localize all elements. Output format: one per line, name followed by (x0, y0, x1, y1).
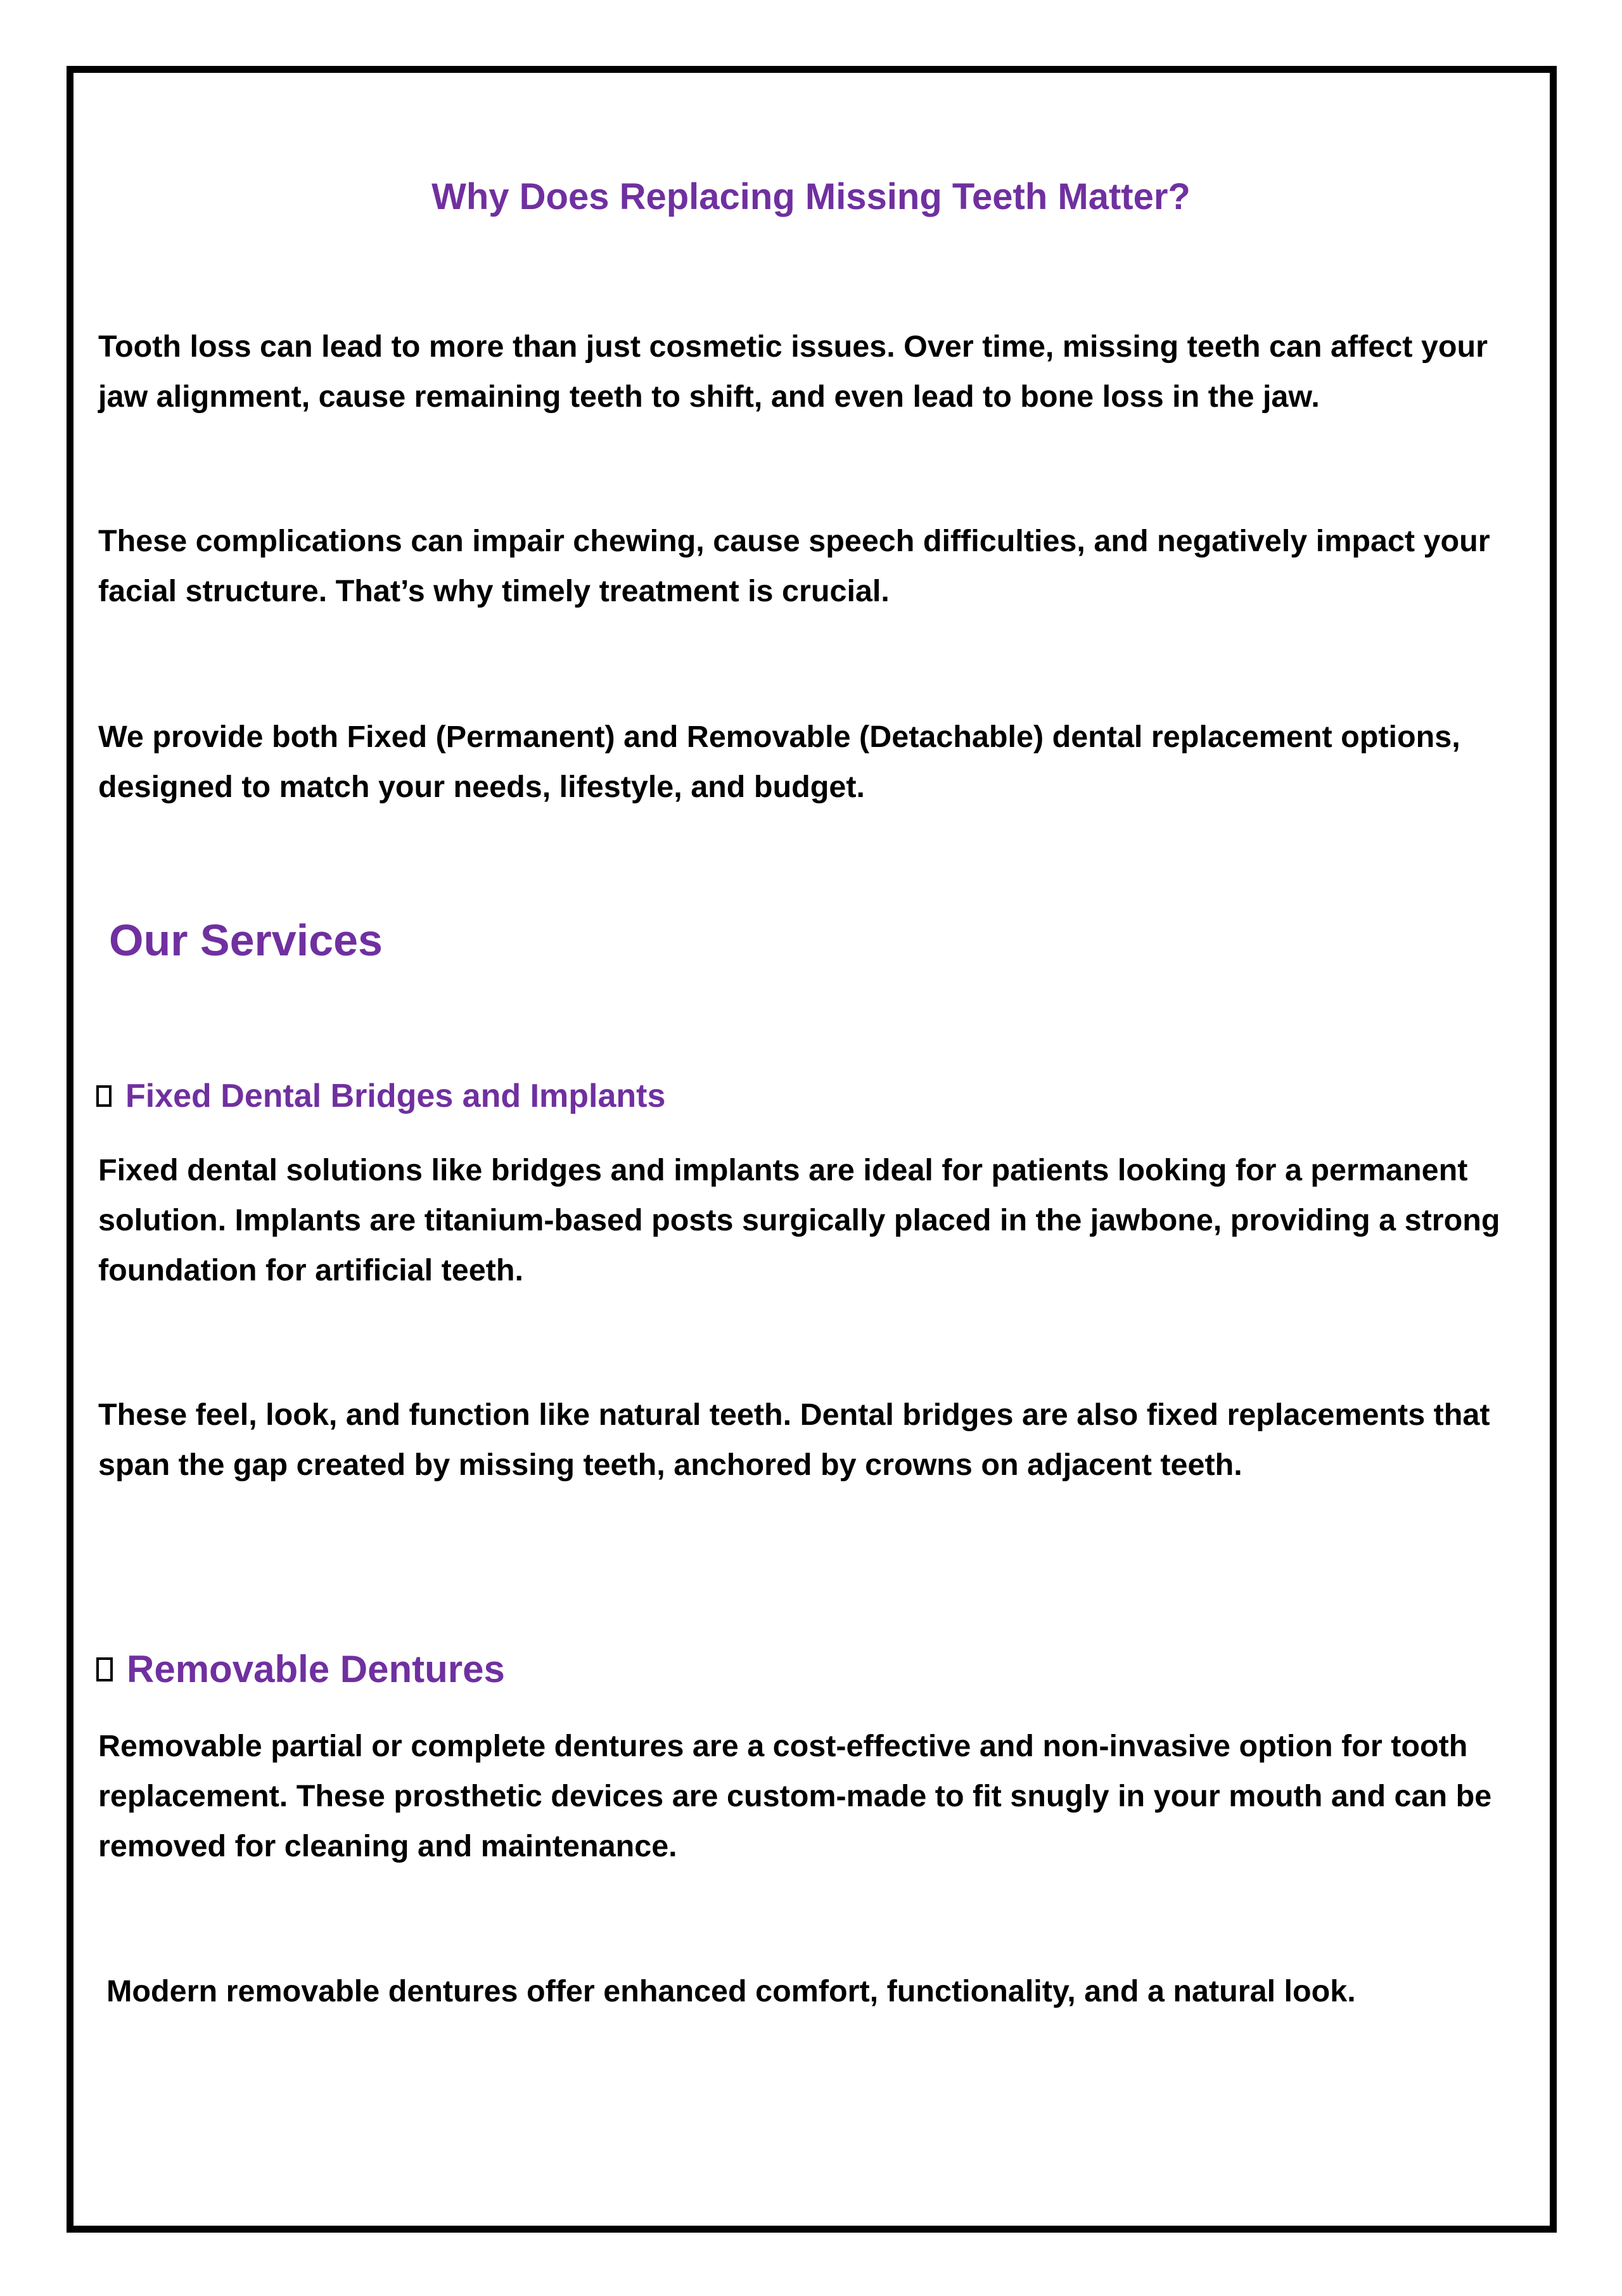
intro-paragraph-2: These complications can impair chewing, cause speech difficulties, and negatively impact your facial structure. That’s why timely treatment is crucial. (98, 524, 1490, 608)
checkbox-icon (96, 1657, 113, 1681)
checkbox-icon (96, 1085, 112, 1107)
page-title: Why Does Replacing Missing Teeth Matter? (431, 176, 1191, 217)
fixed-service-paragraph-1: Fixed dental solutions like bridges and implants are ideal for patients looking for a permanent solution. Implants are titanium-based posts surgically placed in the jawbone, providing a strong foundation for artificial teeth. (98, 1153, 1500, 1287)
removable-service-paragraph-1: Removable partial or complete dentures are a cost-effective and non-invasive option for tooth replacement. These prosthetic devices are custom-made to fit snugly in your mouth and can be removed for cleaning and maintenance. (98, 1729, 1492, 1863)
fixed-service-paragraph-2: These feel, look, and function like natural teeth. Dental bridges are also fixed replacements that span the gap created by missing teeth, anchored by crowns on adjacent teeth. (98, 1398, 1490, 1482)
removable-service-heading (96, 1641, 505, 1698)
removable-service-paragraph-2: Modern removable dentures offer enhanced comfort, functionality, and a natural look. (106, 1974, 1356, 2008)
intro-paragraph-3: We provide both Fixed (Permanent) and Removable (Detachable) dental replacement options, designed to match your needs, lifestyle, and budget. (98, 720, 1460, 804)
intro-paragraph-1: Tooth loss can lead to more than just cosmetic issues. Over time, missing teeth can affect your jaw alignment, cause remaining teeth to shift, and even lead to bone loss in the jaw. (98, 329, 1488, 414)
services-section-title: Our Services (109, 915, 383, 965)
fixed-service-heading (96, 1071, 665, 1121)
fixed-service-title: Fixed Dental Bridges and Implants (125, 1078, 666, 1114)
removable-service-title: Removable Dentures (127, 1648, 505, 1690)
